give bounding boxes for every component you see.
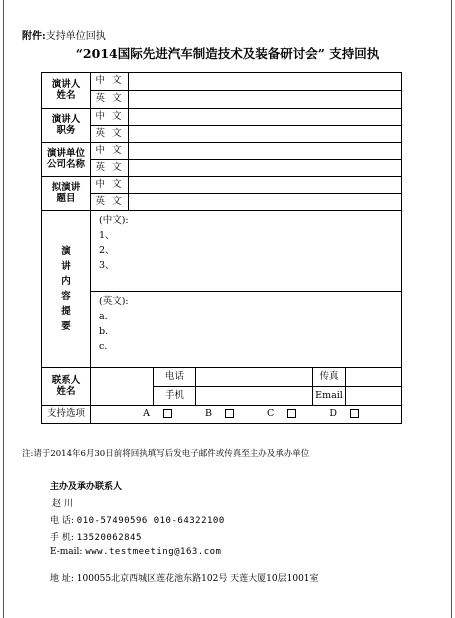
speaker-company-en-label: 英 文 [91, 160, 129, 177]
proposed-topic-label: 拟演讲 题目 [42, 177, 91, 211]
content-en-item-c: c. [99, 341, 108, 352]
content-en-header: (英文): [99, 296, 129, 307]
organizer-email[interactable]: www.testmeeting@163.com [85, 547, 222, 557]
speaker-position-cn-field[interactable] [129, 109, 402, 126]
speaker-company-cn-label: 中 文 [91, 143, 129, 160]
option-b[interactable]: B [195, 408, 234, 419]
speaker-name-en-field[interactable] [129, 91, 402, 109]
organizer-mobile: 13520062845 [76, 533, 142, 543]
checkbox-icon[interactable] [225, 409, 234, 418]
organizer-address-label: 地 址: [50, 574, 74, 584]
attachment-line [22, 27, 106, 42]
speaker-name-cn-field[interactable] [129, 73, 402, 91]
checkbox-icon[interactable] [350, 409, 359, 418]
speaker-company-en-field[interactable] [129, 160, 402, 177]
speaker-position-cn-label: 中 文 [91, 109, 129, 126]
contact-name-field[interactable] [91, 368, 154, 406]
page-right-border [451, 0, 452, 618]
content-summary-en-field[interactable] [91, 292, 402, 368]
proposed-topic-cn-label: 中 文 [91, 177, 129, 194]
support-receipt-form [41, 72, 402, 424]
organizer-phone-row [50, 513, 225, 526]
speaker-name-en-label: 英 文 [91, 91, 129, 109]
phone-label: 电话 [154, 368, 196, 387]
content-en-item-a: a. [99, 311, 108, 322]
organizer-name: 赵 川 [52, 499, 73, 509]
organizer-email-label: E-mail: [50, 547, 83, 557]
organizer-mobile-row [50, 530, 142, 543]
content-cn-header: (中文): [99, 215, 129, 226]
speaker-position-en-field[interactable] [129, 126, 402, 143]
proposed-topic-en-label: 英 文 [91, 194, 129, 211]
speaker-position-label: 演讲人 职务 [42, 109, 91, 143]
organizer-address: 100055北京西城区莲花池东路102号 天莲大厦10层1001室 [76, 574, 319, 584]
organizer-email-row [50, 547, 221, 557]
content-cn-item-2: 2、 [99, 245, 115, 256]
content-summary-label: 演 讲 内 容 提 要 [42, 211, 91, 368]
checkbox-icon[interactable] [163, 409, 172, 418]
organizer-mobile-label: 手 机: [50, 533, 74, 543]
fax-label: 传真 [313, 368, 346, 387]
page-title: “2014国际先进汽车制造技术及装备研讨会” 支持回执 [75, 46, 380, 61]
speaker-company-cn-field[interactable] [129, 143, 402, 160]
phone-field[interactable] [196, 368, 313, 387]
content-en-item-b: b. [99, 326, 109, 337]
attachment-text: 支持单位回执 [45, 31, 106, 42]
email-field[interactable] [346, 387, 402, 406]
proposed-topic-en-field[interactable] [129, 194, 402, 211]
content-cn-item-1: 1、 [99, 230, 115, 241]
contact-name-label: 联系人 姓名 [42, 368, 91, 406]
deadline-note: 注:请于2014年6月30日前将回执填写后发电子邮件或传真至主办及承办单位 [22, 449, 310, 459]
checkbox-icon[interactable] [287, 409, 296, 418]
attachment-prefix: 附件: [22, 31, 46, 42]
content-summary-cn-field[interactable] [91, 211, 402, 292]
proposed-topic-cn-field[interactable] [129, 177, 402, 194]
speaker-position-en-label: 英 文 [91, 126, 129, 143]
organizer-address-row [50, 571, 319, 584]
email-label: Email [313, 387, 346, 406]
option-a[interactable]: A [133, 408, 172, 419]
speaker-name-cn-label: 中 文 [91, 73, 129, 91]
option-d[interactable]: D [319, 408, 359, 419]
support-options-label: 支持选项 [42, 406, 91, 424]
fax-field[interactable] [346, 368, 402, 387]
organizer-phone-label: 电 话: [50, 516, 74, 526]
page-left-border [3, 0, 4, 618]
mobile-label: 手机 [154, 387, 196, 406]
option-c[interactable]: C [257, 408, 296, 419]
support-options-group [91, 406, 402, 424]
organizer-phone: 010-57490596 010-64322100 [76, 516, 225, 526]
speaker-name-label: 演讲人 姓名 [42, 73, 91, 109]
mobile-field[interactable] [196, 387, 313, 406]
organizer-heading: 主办及承办联系人 [50, 482, 123, 492]
speaker-company-label: 演讲单位 公司名称 [42, 143, 91, 177]
content-cn-item-3: 3、 [99, 260, 115, 271]
